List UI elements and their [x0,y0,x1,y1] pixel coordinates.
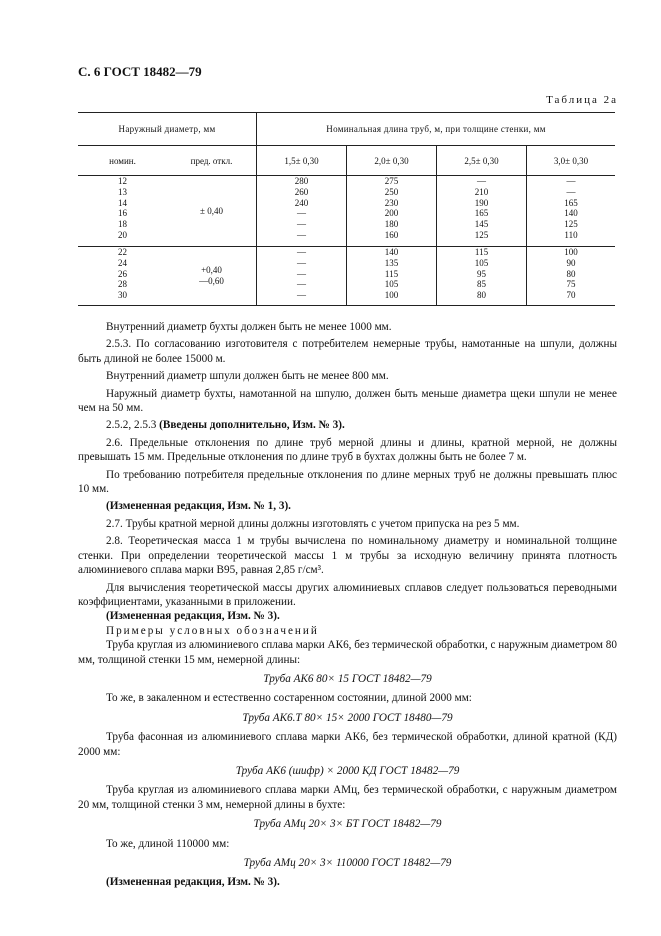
head-outer-diameter: Наружный диаметр, мм [78,113,257,146]
body-text [78,320,617,893]
head-nom: номин. [78,146,167,176]
head-dev: пред. откл. [167,146,257,176]
examples-heading: Примеры условных обозначений [106,624,319,637]
g1-c1: 280 260 240 — — — [294,176,309,240]
amendment-note: (Измененная редакция, Изм. № 1, 3). [106,500,291,513]
table-caption: Таблица 2а [546,94,618,106]
clause-ref: 2.5.2, 2.5.3 [106,419,157,432]
paragraph: То же, длиной 110000 мм: [106,837,230,850]
head-wall-2: 2,0± 0,30 [347,146,437,176]
paragraph: Внутренний диаметр бухты должен быть не менее 1000 мм. [106,321,392,333]
amendment-note: (Измененная редакция, Изм. № 3). [106,610,280,623]
paragraph: По требованию потребителя предельные отклонения по длине мерных труб не должны превышать плюс 10 мм. [78,468,617,496]
paragraph: Труба фасонная из алюминиевого сплава марки АК6, без термической обработки, длиной кратной (КД) 2000 мм: [78,731,617,758]
amendment-note: (Введены дополнительно, Изм. № 3). [159,419,345,432]
designation: Труба АК6 80× 15 ГОСТ 18482—79 [263,672,432,685]
paragraph: Для вычисления теоретической массы других алюминиевых сплавов следует пользоваться переводными коэффициентами, указанными в приложении. [78,581,617,608]
g1-c4: — — 165 140 125 110 [564,176,578,240]
paragraph: Труба круглая из алюминиевого сплава марки АК6, без термической обработки, с наружным диаметром 80 мм, толщиной стенки 15 мм, немерной длины: [78,639,617,666]
g1-c2: 275 250 230 200 180 160 [384,176,399,240]
paragraph: Наружный диаметр бухты, намотанной на шпулю, должен быть меньше диаметра щеки шпули не менее чем на 50 мм. [78,387,617,415]
g2-c3: 115 105 95 85 80 [474,247,489,301]
head-length: Номинальная длина труб, м, при толщине стенки, мм [257,113,616,146]
g1-nom: 12 13 14 16 18 20 [118,176,127,240]
page-header: С. 6 ГОСТ 18482—79 [78,64,202,79]
g2-c1: — — — — — [297,247,306,301]
head-wall-1: 1,5± 0,30 [257,146,347,176]
g2-nom: 22 24 26 28 30 [118,247,127,301]
g1-c3: — 210 190 165 145 125 [474,176,489,240]
paragraph: 2.5.3. По согласованию изготовителя с потребителем немерные трубы, намотанные на шпули, должны быть длиной не более 15000 м. [78,338,617,365]
designation: Труба АМц 20× 3× БТ ГОСТ 18482—79 [253,818,442,831]
paragraph: 2.7. Трубы кратной мерной длины должны изготовлять с учетом припуска на рез 5 мм. [106,517,520,530]
head-wall-3: 2,5± 0,30 [437,146,527,176]
designation: Труба АК6 (шифр) × 2000 КД ГОСТ 18482—79 [235,764,460,777]
g2-c4: 100 90 80 75 70 [564,247,578,301]
paragraph: 2.6. Предельные отклонения по длине труб мерной длины и длины, кратной мерной, не должны превышать 15 мм. Предельные отклонения по длине труб в бухтах должны быть не более 7 м. [78,436,617,464]
g1-dev: ± 0,40 [200,205,223,216]
head-wall-4: 3,0± 0,30 [527,146,616,176]
g2-c2: 140 135 115 105 100 [384,247,399,301]
paragraph: 2.8. Теоретическая масса 1 м трубы вычислена по номинальному диаметру и номинальной толщине стенки. При определении теоретической массы 1 м трубы за исходную величину принята плотность алюминиевого сплава марки В95, равная 2,85 г/см³. [78,535,617,577]
amendment-note: (Измененная редакция, Изм. № 3). [106,876,280,889]
paragraph: То же, в закаленном и естественно состаренном состоянии, длиной 2000 мм: [106,692,472,705]
paragraph [78,418,617,432]
designation: Труба АК6.Т 80× 15× 2000 ГОСТ 18480—79 [242,711,453,724]
paragraph: Труба круглая из алюминиевого сплава марки АМц, без термической обработки, с наружным диаметром 20 мм, толщиной стенки 3 мм, немерной длины в бухте: [78,784,617,811]
paragraph: Внутренний диаметр шпули должен быть не менее 800 мм. [106,370,389,383]
length-table [78,112,615,306]
designation: Труба АМц 20× 3× 110000 ГОСТ 18482—79 [243,857,452,869]
g2-dev: +0,40 —0,60 [199,265,224,286]
